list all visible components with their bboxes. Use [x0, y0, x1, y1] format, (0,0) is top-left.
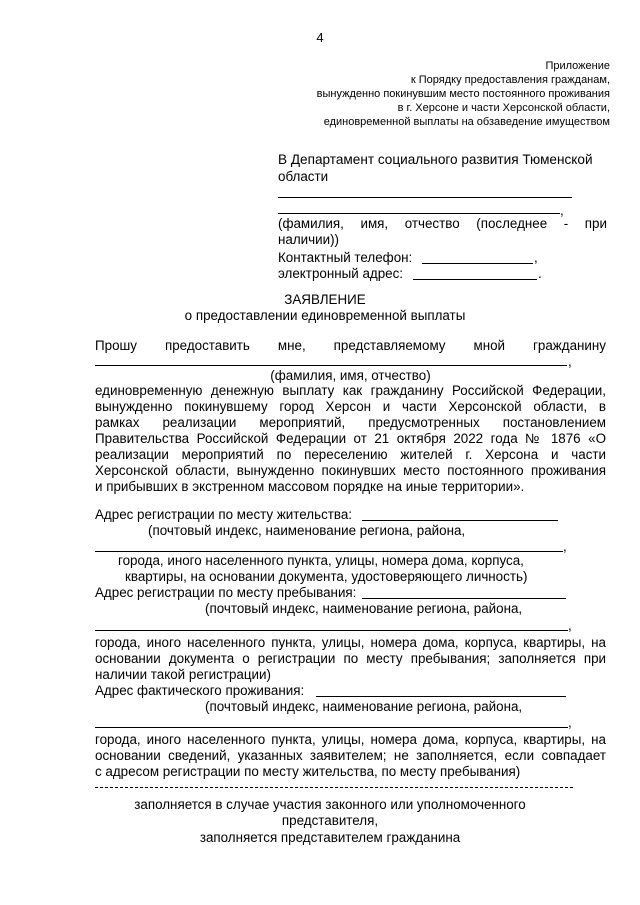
- appendix-line: Приложение: [545, 60, 610, 72]
- representative-note: представителя,: [281, 813, 379, 828]
- paragraph-line: Херсонской области, вынужденно покинувших место постоянного проживания: [95, 463, 606, 478]
- stay-field-line[interactable]: [362, 598, 566, 599]
- paragraph-line: единовременную денежную выплату как гражданину Российской Федерации,: [95, 383, 606, 398]
- stay-hint: (почтовый индекс, наименование региона, района,: [205, 601, 523, 616]
- addressee-line: области: [278, 169, 329, 184]
- stay-hint: наличии такой регистрации): [95, 667, 271, 682]
- residence-field-line[interactable]: [362, 520, 558, 521]
- residence-address-label: Адрес регистрации по месту жительства:: [95, 507, 353, 522]
- representative-note: заполняется в случае участия законного или уполномоченного: [134, 797, 526, 812]
- fio-hint: (фамилия, имя, отчество): [270, 368, 431, 383]
- name-field-line[interactable]: [278, 197, 572, 198]
- page-number: 4: [316, 30, 324, 45]
- residence-hint: города, иного населенного пункта, улицы, номера дома, корпуса,: [118, 553, 524, 568]
- representative-note: заполняется представителем гражданина: [199, 830, 461, 845]
- actual-field-line[interactable]: [95, 727, 568, 728]
- appendix-line: вынужденно покинувшим место постоянного проживания: [316, 88, 610, 100]
- actual-hint: с адресом регистрации по месту жительства, по месту пребывания): [95, 764, 521, 779]
- statement-title: ЗАЯВЛЕНИЕ: [284, 292, 366, 307]
- paragraph-line: рамках реализации мероприятий, предусмотренных постановлением: [95, 415, 606, 430]
- email-field-line[interactable]: [413, 279, 537, 280]
- appendix-line: к Порядку предоставления гражданам,: [410, 74, 610, 86]
- paragraph-line: Правительства Российской Федерации от 21 октября 2022 года № 1876 «О: [95, 431, 606, 446]
- appendix-line: единовременной выплаты на обзаведение имуществом: [323, 116, 610, 128]
- name-hint: (фамилия, имя, отчество (последнее - при: [278, 216, 607, 231]
- stay-field-line[interactable]: [95, 630, 568, 631]
- stay-hint: основании документа о регистрации по месту пребывания; заполняется при: [95, 651, 606, 666]
- residence-field-line[interactable]: [95, 551, 563, 552]
- fio-field-line[interactable]: [95, 365, 567, 366]
- statement-subtitle: о предоставлении единовременной выплаты: [184, 308, 466, 323]
- appendix-line: в г. Херсоне и части Херсонской области,: [397, 102, 610, 114]
- dashed-separator: [95, 787, 573, 788]
- actual-hint: города, иного населенного пункта, улицы, номера дома, корпуса, квартиры, на: [95, 732, 606, 747]
- email-label: электронный адрес:: [278, 266, 404, 281]
- phone-label: Контактный телефон:: [278, 250, 413, 265]
- paragraph-line: и прибывших в экстренном массовом порядке на иные территории».: [95, 479, 525, 494]
- name-field-line[interactable]: [278, 213, 560, 214]
- actual-hint: основании сведений, указанных заявителем; не заполняется, если совпадает: [95, 748, 606, 763]
- actual-field-line[interactable]: [316, 696, 566, 697]
- stay-address-label: Адрес регистрации по месту пребывания:: [95, 585, 357, 600]
- residence-hint: квартиры, на основании документа, удостоверяющего личность): [125, 569, 528, 584]
- request-line: Прошу предоставить мне, представляемому мной гражданину: [95, 338, 606, 353]
- stay-hint: города, иного населенного пункта, улицы, номера дома, корпуса, квартиры, на: [95, 635, 606, 650]
- actual-hint: (почтовый индекс, наименование региона, района,: [205, 699, 523, 714]
- residence-hint: (почтовый индекс, наименование региона, района,: [148, 523, 466, 538]
- phone-field-line[interactable]: [422, 263, 533, 264]
- paragraph-line: реализации мероприятий по переселению жителей г. Херсона и части: [95, 447, 606, 462]
- actual-address-label: Адрес фактического проживания:: [95, 683, 305, 698]
- addressee-line: В Департамент социального развития Тюменской: [278, 152, 593, 167]
- name-hint: наличии)): [278, 232, 339, 247]
- paragraph-line: вынужденно покинувшему город Херсон и части Херсонской области, в: [95, 399, 606, 414]
